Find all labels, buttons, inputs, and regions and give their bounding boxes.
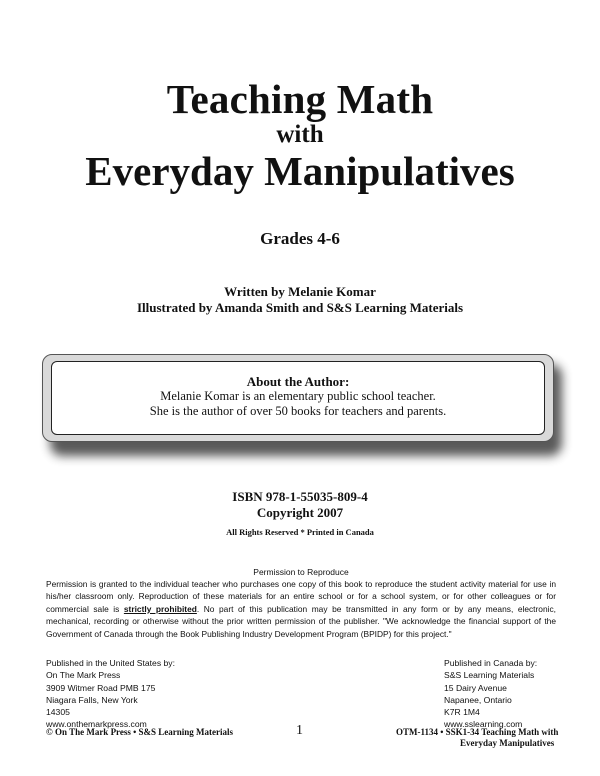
- publisher-us-address-2: Niagara Falls, New York: [46, 694, 138, 705]
- grades-label: Grades 4-6: [260, 229, 340, 248]
- isbn-block: [0, 489, 600, 537]
- publisher-canada: [444, 657, 537, 731]
- publisher-ca-postal: K7R 1M4: [444, 707, 480, 718]
- permission-text-start: Permission is granted to the individual teacher who purchases one copy of this book to reproduce the student activity material for use in his/her classroom only. Reproduction of these materials for an entire school or for a school system, or for other colleagues or for commercial sale is: [46, 579, 556, 614]
- about-author-box: [42, 354, 554, 442]
- permission-title: Permission to Reproduce: [253, 567, 349, 577]
- copyright: Copyright 2007: [256, 505, 344, 520]
- permission-text: [46, 578, 556, 640]
- publisher-ca-address-2: Napanee, Ontario: [444, 694, 512, 705]
- publisher-us-zip: 14305: [46, 707, 70, 718]
- publisher-ca-website: www.sslearning.com: [444, 719, 523, 730]
- page-number: 1: [296, 723, 303, 738]
- publisher-ca-name: S&S Learning Materials: [444, 670, 535, 681]
- author-credit: Written by Melanie Komar: [224, 284, 376, 299]
- publisher-us-website: www.onthemarkpress.com: [46, 719, 147, 730]
- publisher-us-address-1: 3909 Witmer Road PMB 175: [46, 682, 156, 693]
- credits: [0, 284, 600, 316]
- publisher-us-name: On The Mark Press: [46, 670, 121, 681]
- publisher-ca-address-1: 15 Dairy Avenue: [444, 682, 507, 693]
- publisher-ca-heading: Published in Canada by:: [444, 658, 538, 668]
- permission-prohibited: strictly prohibited: [123, 603, 197, 614]
- title-line-1: Teaching Math: [166, 76, 434, 122]
- rights-notice: All Rights Reserved * Printed in Canada: [226, 527, 374, 537]
- illustrator-credit: Illustrated by Amanda Smith and S&S Learning Materials: [136, 300, 464, 315]
- title-line-2: with: [276, 121, 324, 148]
- permission-text-end: . No part of this publication may be transmitted in any form or by any means, electronic, mechanical, recording or otherwise without the prior written permission of the publisher. "We acknowledge the financial support of the Government of Canada through the Book Publishing Industry Development Program (BPIDP) for this project.": [46, 603, 556, 639]
- footer-product-line-1: OTM-1134 • SSK1-34 Teaching Math with: [396, 727, 559, 737]
- title-line-3: Everyday Manipulatives: [85, 148, 515, 194]
- isbn: ISBN 978-1-55035-809-4: [232, 489, 368, 504]
- publisher-us: [46, 657, 175, 731]
- footer-copyright: © On The Mark Press • S&S Learning Materials: [46, 727, 234, 737]
- publisher-us-heading: Published in the United States by:: [46, 658, 175, 668]
- about-author-inner: [51, 361, 545, 435]
- book-title: [0, 76, 600, 194]
- footer-product-code: [396, 727, 558, 749]
- footer-product-line-2: Everyday Manipulatives: [460, 738, 555, 748]
- about-author-line-1: Melanie Komar is an elementary public school teacher.: [160, 389, 436, 403]
- permission-section: [46, 566, 556, 640]
- about-author-heading: About the Author:: [246, 374, 350, 389]
- about-author-line-2: She is the author of over 50 books for teachers and parents.: [149, 404, 447, 418]
